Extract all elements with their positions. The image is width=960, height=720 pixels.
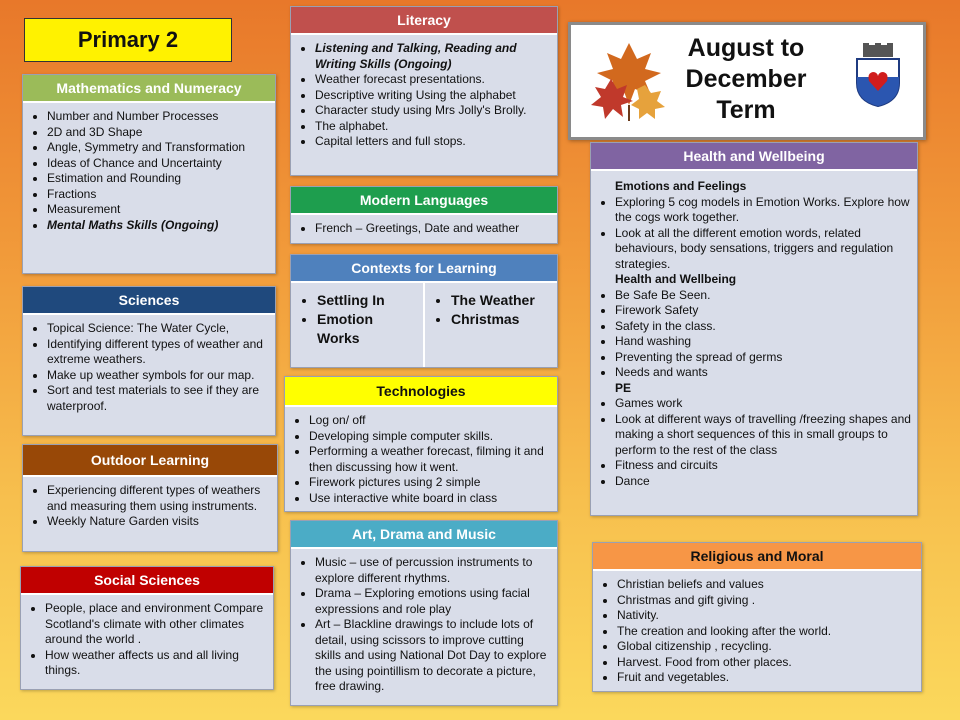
social-panel xyxy=(20,566,274,690)
page-title: Primary 2 xyxy=(24,18,232,62)
health-header: Health and Wellbeing xyxy=(591,143,917,171)
list-item: • Dance xyxy=(615,474,911,490)
list-item: • Be Safe Be Seen. xyxy=(615,288,911,304)
list-item: • Christian beliefs and values xyxy=(617,577,915,593)
list-item: • Emotion Works xyxy=(317,310,419,348)
list-item: • Nativity. xyxy=(617,608,915,624)
list-item: • Christmas xyxy=(451,310,553,329)
list-item: • Firework pictures using 2 simple xyxy=(309,475,551,491)
contexts-columns xyxy=(291,283,557,367)
outdoor-panel xyxy=(22,444,278,552)
term-line-3: Term xyxy=(716,96,776,124)
list-item: • Weather forecast presentations. xyxy=(315,72,551,88)
list-item: • Fitness and circuits xyxy=(615,458,911,474)
list-item: • Look at different ways of travelling /freezing shapes and making a short sequences of this in small groups to perform to the rest of the class xyxy=(615,412,911,459)
list-item: • Log on/ off xyxy=(309,413,551,429)
list-item: • Topical Science: The Water Cycle, xyxy=(47,321,269,337)
list-item: • Global citizenship , recycling. xyxy=(617,639,915,655)
contexts-column-2 xyxy=(423,283,557,367)
autumn-leaves-icon xyxy=(589,39,669,123)
list-item: • Measurement xyxy=(47,202,269,218)
list-item: • Look at all the different emotion words, related behaviours, body sensations, triggers and regulation strategies. xyxy=(615,226,911,273)
list-item: • How weather affects us and all living things. xyxy=(45,648,267,679)
technologies-list xyxy=(285,407,557,510)
term-line-1: August to xyxy=(687,34,805,62)
maths-panel xyxy=(22,74,276,274)
list-item: • The alphabet. xyxy=(315,119,551,135)
list-item: • Christmas and gift giving . xyxy=(617,593,915,609)
list-item: • Angle, Symmetry and Transformation xyxy=(47,140,269,156)
list-item: • Ideas of Chance and Uncertainty xyxy=(47,156,269,172)
list-item: • Experiencing different types of weathers and measuring them using instruments. xyxy=(47,483,271,514)
literacy-panel xyxy=(290,6,558,176)
contexts-panel xyxy=(290,254,558,368)
subheading: PE xyxy=(615,380,632,395)
list-item: • Preventing the spread of germs xyxy=(615,350,911,366)
list-item: • Firework Safety xyxy=(615,303,911,319)
religious-list xyxy=(593,571,921,690)
sciences-panel xyxy=(22,286,276,436)
list-item: • Weekly Nature Garden visits xyxy=(47,514,271,530)
social-list xyxy=(21,595,273,683)
list-item: • Identifying different types of weather and extreme weathers. xyxy=(47,337,269,368)
list-item: • Fractions xyxy=(47,187,269,203)
religious-panel xyxy=(592,542,922,692)
list-item: • Developing simple computer skills. xyxy=(309,429,551,445)
literacy-header: Literacy xyxy=(291,7,557,35)
list-item: • Use interactive white board in class xyxy=(309,491,551,507)
list-item: • Fruit and vegetables. xyxy=(617,670,915,686)
maths-header: Mathematics and Numeracy xyxy=(23,75,275,103)
art-list xyxy=(291,549,557,699)
list-item: • The creation and looking after the world. xyxy=(617,624,915,640)
school-crest-icon xyxy=(855,43,901,107)
technologies-header: Technologies xyxy=(285,377,557,407)
list-item: • French – Greetings, Date and weather xyxy=(315,221,551,237)
list-item: • The Weather xyxy=(451,291,553,310)
list-item: • Settling In xyxy=(317,291,419,310)
list-item: • 2D and 3D Shape xyxy=(47,125,269,141)
list-item: • Mental Maths Skills (Ongoing) xyxy=(47,218,269,234)
list-item: • People, place and environment Compare Scotland's climate with other climates around the world . xyxy=(45,601,267,648)
health-panel xyxy=(590,142,918,516)
outdoor-list xyxy=(23,477,277,534)
list-item: • Safety in the class. xyxy=(615,319,911,335)
languages-panel xyxy=(290,186,558,244)
art-header: Art, Drama and Music xyxy=(291,521,557,549)
term-title xyxy=(661,33,831,126)
art-panel xyxy=(290,520,558,706)
maths-list xyxy=(23,103,275,237)
languages-list xyxy=(291,215,557,241)
list-item: • Listening and Talking, Reading and Writing Skills (Ongoing) xyxy=(315,41,551,72)
list-item: • Make up weather symbols for our map. xyxy=(47,368,269,384)
list-item: • Performing a weather forecast, filming it and then discussing how it went. xyxy=(309,444,551,475)
list-item: • Music – use of percussion instruments to explore different rhythms. xyxy=(315,555,551,586)
sciences-header: Sciences xyxy=(23,287,275,315)
contexts-header: Contexts for Learning xyxy=(291,255,557,283)
social-header: Social Sciences xyxy=(21,567,273,595)
list-item: • Sort and test materials to see if they are waterproof. xyxy=(47,383,269,414)
list-item: • Games work xyxy=(615,396,911,412)
list-item: • Hand washing xyxy=(615,334,911,350)
list-item: • Estimation and Rounding xyxy=(47,171,269,187)
list-item: • Number and Number Processes xyxy=(47,109,269,125)
list-item: • Harvest. Food from other places. xyxy=(617,655,915,671)
term-line-2: December xyxy=(685,65,807,93)
list-item: • Capital letters and full stops. xyxy=(315,134,551,150)
sciences-list xyxy=(23,315,275,418)
contexts-column-1 xyxy=(291,283,423,367)
list-item: • Needs and wants xyxy=(615,365,911,381)
religious-header: Religious and Moral xyxy=(593,543,921,571)
list-item: • Character study using Mrs Jolly's Brolly. xyxy=(315,103,551,119)
subheading: Health and Wellbeing xyxy=(615,272,737,286)
subheading: Emotions and Feelings xyxy=(615,179,747,193)
list-item: • Art – Blackline drawings to include lots of detail, using scissors to improve cutting skills and using National Dot Day to explore the using pointillism to decorate a picture, free drawing. xyxy=(315,617,551,695)
health-list xyxy=(591,171,917,493)
languages-header: Modern Languages xyxy=(291,187,557,215)
literacy-list xyxy=(291,35,557,154)
list-item: • Drama – Exploring emotions using facial expressions and role play xyxy=(315,586,551,617)
outdoor-header: Outdoor Learning xyxy=(23,445,277,477)
term-banner xyxy=(568,22,926,140)
list-item: • Exploring 5 cog models in Emotion Works. Explore how the cogs work together. xyxy=(615,195,911,226)
list-item: • Descriptive writing Using the alphabet xyxy=(315,88,551,104)
technologies-panel xyxy=(284,376,558,512)
